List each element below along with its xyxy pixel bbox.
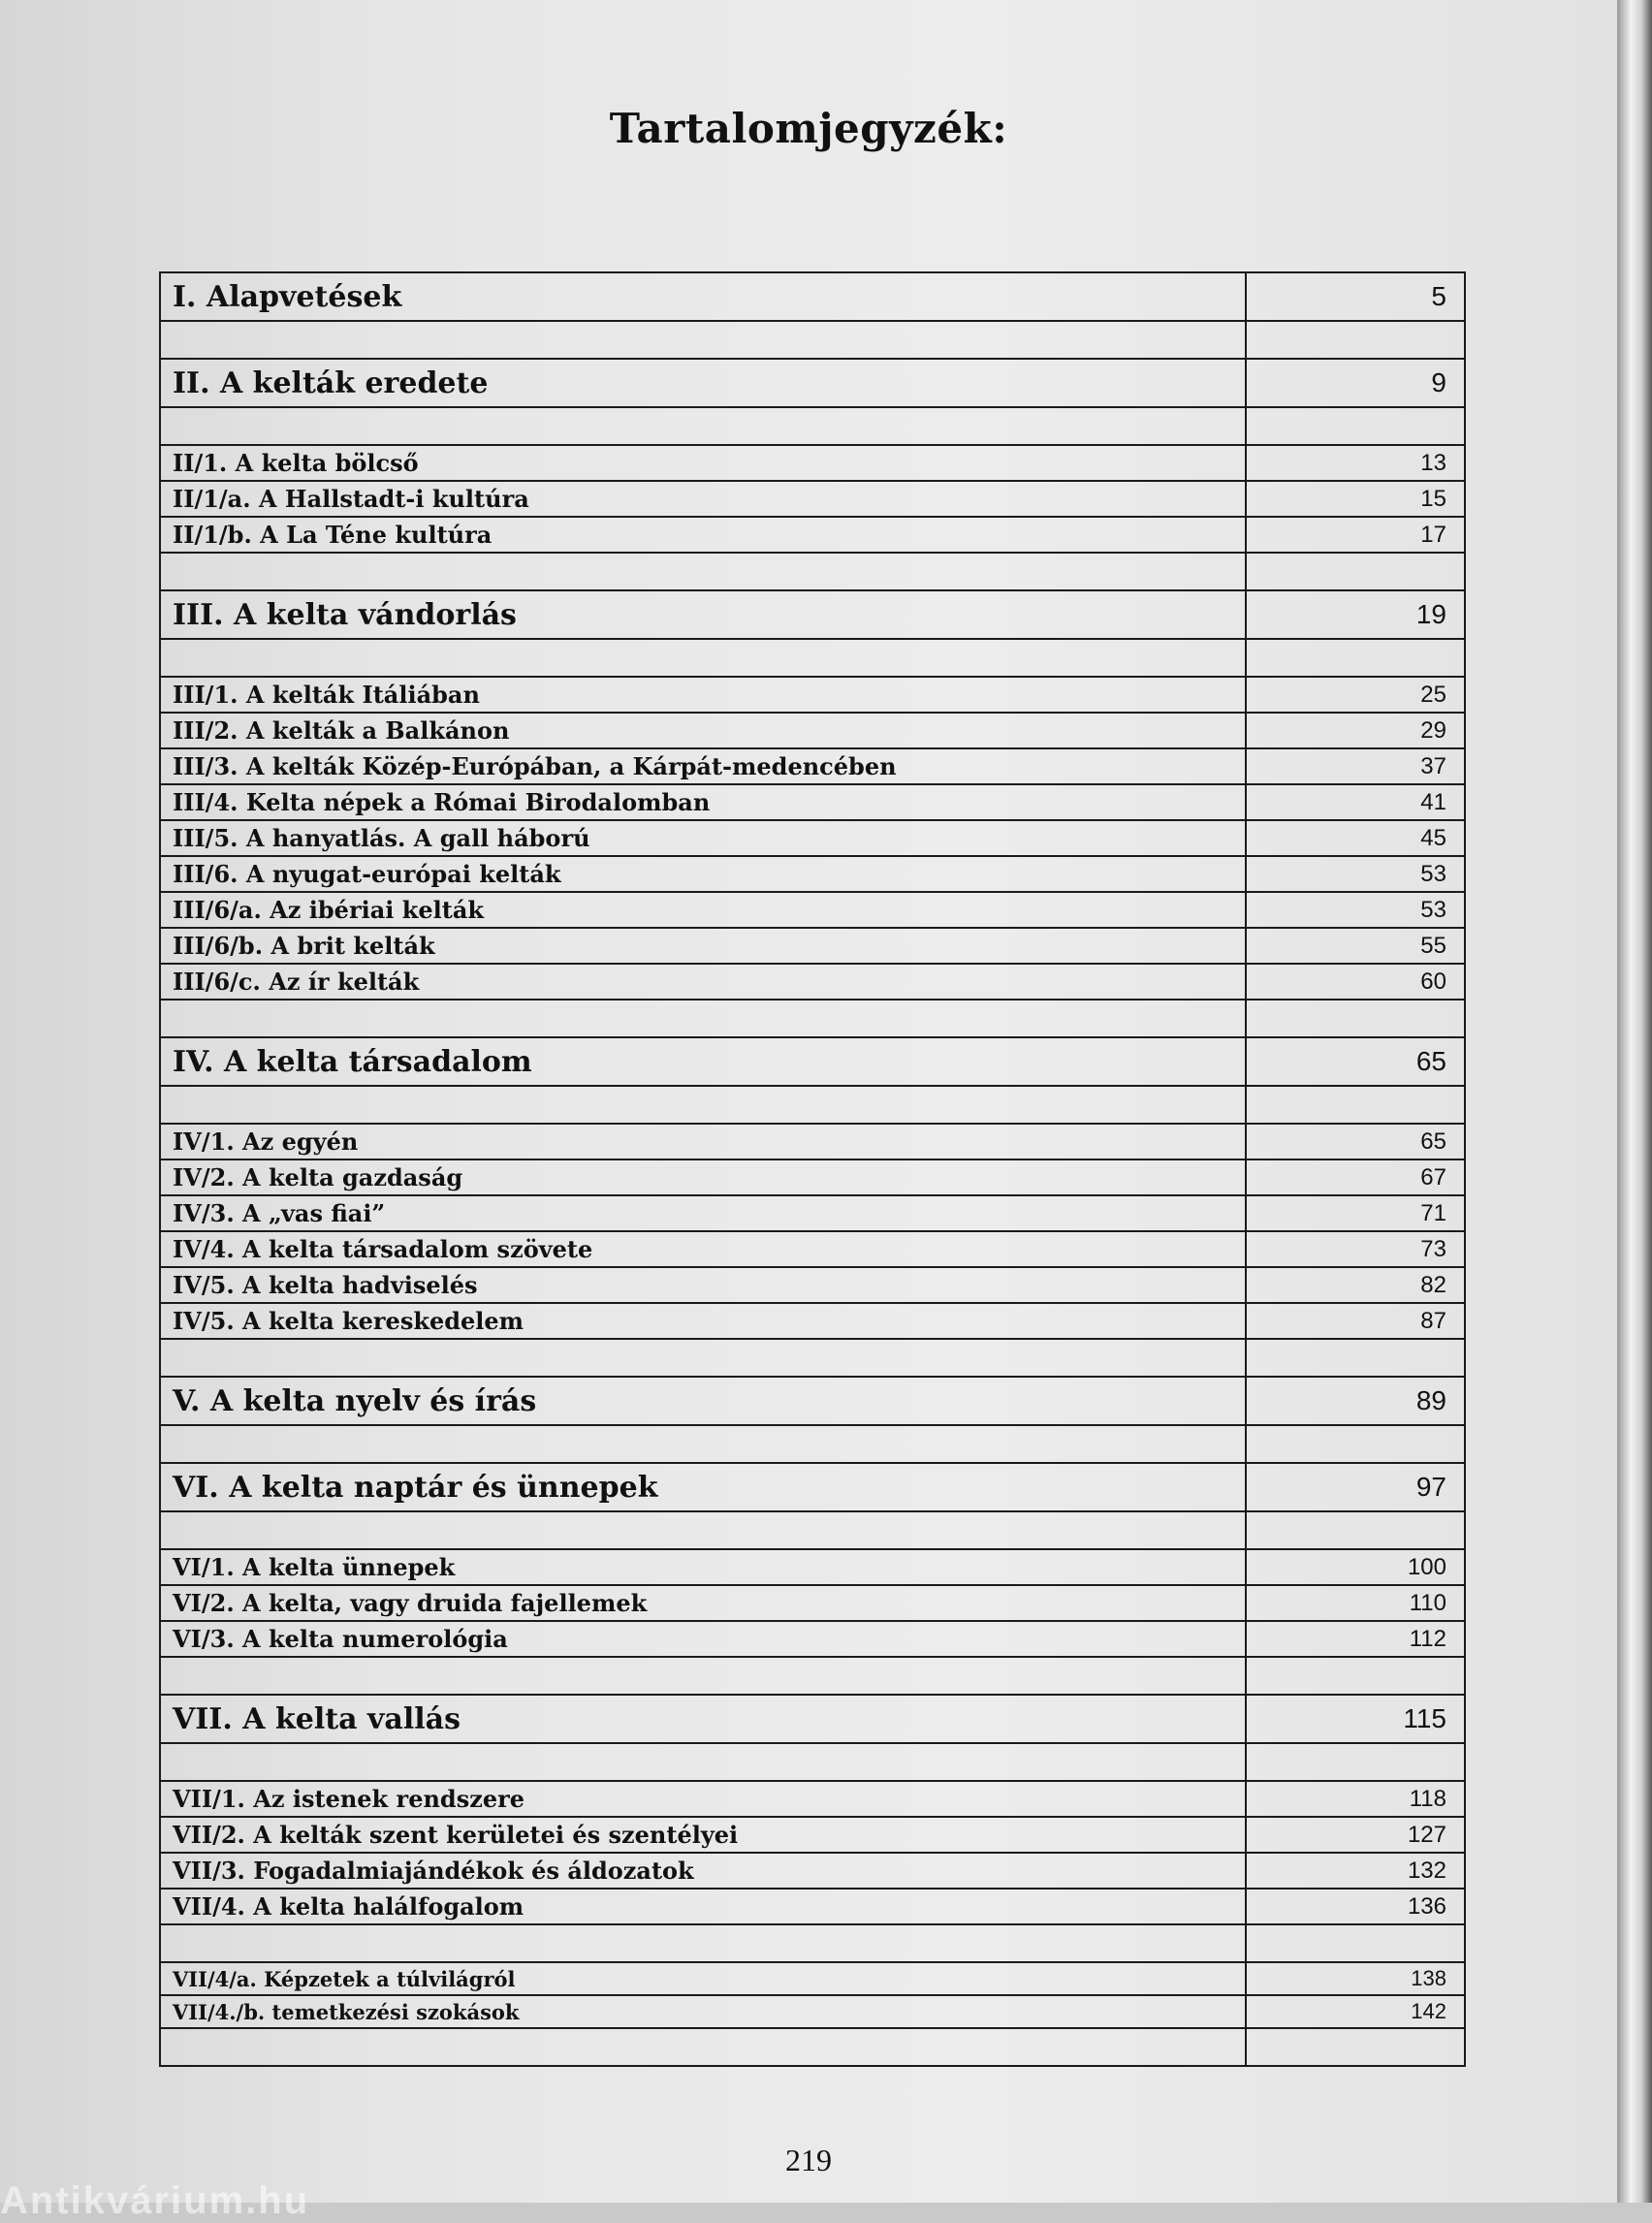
toc-spacer-row	[160, 1657, 1465, 1695]
toc-entry-title: III/6/b. A brit kelták	[160, 928, 1246, 964]
toc-entry-page: 41	[1246, 784, 1465, 820]
toc-section-row	[160, 1303, 1465, 1339]
toc-entry-page: 87	[1246, 1303, 1465, 1339]
toc-entry-title: III/6. A nyugat-európai kelták	[160, 856, 1246, 892]
toc-entry-page: 17	[1246, 517, 1465, 553]
toc-entry-title: IV/3. A „vas fiai”	[160, 1195, 1246, 1231]
toc-entry-page: 9	[1246, 359, 1465, 407]
toc-entry-title: VII/4./b. temetkezési szokások	[160, 1995, 1246, 2028]
toc-entry-page: 73	[1246, 1231, 1465, 1267]
toc-entry-title: VI/1. A kelta ünnepek	[160, 1549, 1246, 1585]
toc-section-row	[160, 677, 1465, 713]
toc-section-row	[160, 1267, 1465, 1303]
toc-entry-title: IV/4. A kelta társadalom szövete	[160, 1231, 1246, 1267]
page-edge	[1617, 0, 1652, 2203]
toc-entry-page: 138	[1246, 1962, 1465, 1995]
toc-section-row	[160, 1817, 1465, 1853]
toc-entry-page: 37	[1246, 748, 1465, 784]
toc-section-row	[160, 1585, 1465, 1621]
toc-entry-page	[1246, 1425, 1465, 1463]
toc-entry-page: 115	[1246, 1695, 1465, 1743]
toc-entry-title	[160, 321, 1246, 359]
toc-entry-title: VII/4/a. Képzetek a túlvilágról	[160, 1962, 1246, 1995]
toc-spacer-row	[160, 1000, 1465, 1037]
toc-entry-page: 60	[1246, 964, 1465, 1000]
toc-section-row	[160, 748, 1465, 784]
toc-entry-title: VI. A kelta naptár és ünnepek	[160, 1463, 1246, 1511]
toc-entry-page: 5	[1246, 272, 1465, 321]
toc-chapter-row	[160, 359, 1465, 407]
toc-entry-title: II. A kelták eredete	[160, 359, 1246, 407]
toc-spacer-row	[160, 639, 1465, 677]
toc-section-row	[160, 1995, 1465, 2028]
toc-spacer-row	[160, 1511, 1465, 1549]
toc-section-row	[160, 713, 1465, 748]
toc-entry-page: 89	[1246, 1377, 1465, 1425]
toc-entry-page	[1246, 1657, 1465, 1695]
toc-entry-page	[1246, 407, 1465, 445]
toc-section-row	[160, 517, 1465, 553]
toc-entry-title: II/1. A kelta bölcső	[160, 445, 1246, 481]
toc-entry-page: 29	[1246, 713, 1465, 748]
toc-entry-title: V. A kelta nyelv és írás	[160, 1377, 1246, 1425]
toc-entry-page: 19	[1246, 590, 1465, 639]
toc-entry-title: II/1/b. A La Téne kultúra	[160, 517, 1246, 553]
toc-entry-page	[1246, 553, 1465, 590]
toc-section-row	[160, 1889, 1465, 1924]
toc-spacer-row	[160, 407, 1465, 445]
toc-entry-page: 25	[1246, 677, 1465, 713]
toc-entry-title: IV/5. A kelta kereskedelem	[160, 1303, 1246, 1339]
toc-entry-page	[1246, 1743, 1465, 1781]
toc-entry-title: II/1/a. A Hallstadt-i kultúra	[160, 481, 1246, 517]
toc-entry-page: 97	[1246, 1463, 1465, 1511]
toc-entry-page: 136	[1246, 1889, 1465, 1924]
toc-entry-page: 15	[1246, 481, 1465, 517]
toc-entry-page: 118	[1246, 1781, 1465, 1817]
toc-section-row	[160, 1124, 1465, 1159]
toc-section-row	[160, 784, 1465, 820]
toc-entry-page: 82	[1246, 1267, 1465, 1303]
page-number: 219	[785, 2143, 832, 2177]
toc-section-row	[160, 1231, 1465, 1267]
toc-entry-page: 65	[1246, 1037, 1465, 1086]
toc-entry-title	[160, 1657, 1246, 1695]
toc-entry-page	[1246, 1086, 1465, 1124]
watermark-text: Antikvárium.hu	[0, 2179, 310, 2222]
toc-entry-title	[160, 1339, 1246, 1377]
toc-section-row	[160, 928, 1465, 964]
toc-spacer-row	[160, 1425, 1465, 1463]
toc-section-row	[160, 1549, 1465, 1585]
toc-entry-title	[160, 1924, 1246, 1962]
toc-entry-page: 45	[1246, 820, 1465, 856]
toc-entry-page: 55	[1246, 928, 1465, 964]
toc-entry-page: 71	[1246, 1195, 1465, 1231]
toc-spacer-row	[160, 1339, 1465, 1377]
toc-chapter-row	[160, 1463, 1465, 1511]
toc-entry-page	[1246, 1339, 1465, 1377]
toc-entry-page: 142	[1246, 1995, 1465, 2028]
toc-entry-page	[1246, 321, 1465, 359]
toc-entry-title: III/1. A kelták Itáliában	[160, 677, 1246, 713]
table-of-contents	[159, 271, 1466, 2067]
toc-section-row	[160, 1781, 1465, 1817]
toc-entry-title: VII/3. Fogadalmiajándékok és áldozatok	[160, 1853, 1246, 1889]
toc-entry-page: 112	[1246, 1621, 1465, 1657]
toc-entry-page: 53	[1246, 856, 1465, 892]
toc-entry-page: 100	[1246, 1549, 1465, 1585]
toc-entry-title	[160, 1086, 1246, 1124]
toc-entry-page: 53	[1246, 892, 1465, 928]
toc-entry-page: 132	[1246, 1853, 1465, 1889]
toc-entry-title: III/4. Kelta népek a Római Birodalomban	[160, 784, 1246, 820]
toc-entry-page	[1246, 639, 1465, 677]
page-title: Tartalomjegyzék:	[609, 105, 1008, 152]
toc-entry-title	[160, 1000, 1246, 1037]
toc-chapter-row	[160, 272, 1465, 321]
toc-entry-title: VI/2. A kelta, vagy druida fajellemek	[160, 1585, 1246, 1621]
toc-entry-title: III. A kelta vándorlás	[160, 590, 1246, 639]
toc-entry-title: III/6/a. Az ibériai kelták	[160, 892, 1246, 928]
toc-section-row	[160, 1195, 1465, 1231]
toc-section-row	[160, 1159, 1465, 1195]
toc-entry-page: 65	[1246, 1124, 1465, 1159]
toc-entry-title: VII/4. A kelta halálfogalom	[160, 1889, 1246, 1924]
toc-entry-title: IV/2. A kelta gazdaság	[160, 1159, 1246, 1195]
toc-section-row	[160, 820, 1465, 856]
toc-entry-title: III/6/c. Az ír kelták	[160, 964, 1246, 1000]
toc-entry-title	[160, 639, 1246, 677]
toc-chapter-row	[160, 1377, 1465, 1425]
toc-chapter-row	[160, 590, 1465, 639]
toc-spacer-row	[160, 321, 1465, 359]
toc-entry-page	[1246, 1000, 1465, 1037]
toc-entry-title: VI/3. A kelta numerológia	[160, 1621, 1246, 1657]
toc-spacer-row	[160, 1924, 1465, 1962]
toc-entry-title: IV/5. A kelta hadviselés	[160, 1267, 1246, 1303]
toc-entry-page	[1246, 1924, 1465, 1962]
toc-entry-title: I. Alapvetések	[160, 272, 1246, 321]
toc-section-row	[160, 445, 1465, 481]
toc-section-row	[160, 1621, 1465, 1657]
toc-entry-page: 13	[1246, 445, 1465, 481]
toc-chapter-row	[160, 1695, 1465, 1743]
toc-spacer-row	[160, 1086, 1465, 1124]
toc-entry-title: IV. A kelta társadalom	[160, 1037, 1246, 1086]
toc-entry-page	[1246, 2028, 1465, 2066]
toc-section-row	[160, 481, 1465, 517]
toc-entry-page: 67	[1246, 1159, 1465, 1195]
toc-entry-page: 110	[1246, 1585, 1465, 1621]
toc-entry-title: VII/2. A kelták szent kerületei és szentélyei	[160, 1817, 1246, 1853]
toc-entry-page	[1246, 1511, 1465, 1549]
toc-chapter-row	[160, 1037, 1465, 1086]
toc-section-row	[160, 1962, 1465, 1995]
toc-entry-title	[160, 1425, 1246, 1463]
toc-section-row	[160, 964, 1465, 1000]
toc-entry-title: VII/1. Az istenek rendszere	[160, 1781, 1246, 1817]
toc-entry-title	[160, 1511, 1246, 1549]
toc-entry-page: 127	[1246, 1817, 1465, 1853]
toc-entry-title	[160, 553, 1246, 590]
toc-entry-title: III/2. A kelták a Balkánon	[160, 713, 1246, 748]
toc-entry-title	[160, 407, 1246, 445]
toc-section-row	[160, 1853, 1465, 1889]
toc-entry-title	[160, 1743, 1246, 1781]
toc-entry-title: III/5. A hanyatlás. A gall háború	[160, 820, 1246, 856]
toc-spacer-row	[160, 1743, 1465, 1781]
toc-entry-title: III/3. A kelták Közép-Európában, a Kárpát-medencében	[160, 748, 1246, 784]
toc-entry-title: IV/1. Az egyén	[160, 1124, 1246, 1159]
toc-spacer-row	[160, 2028, 1465, 2066]
toc-entry-title	[160, 2028, 1246, 2066]
toc-section-row	[160, 892, 1465, 928]
toc-spacer-row	[160, 553, 1465, 590]
toc-entry-title: VII. A kelta vallás	[160, 1695, 1246, 1743]
toc-section-row	[160, 856, 1465, 892]
